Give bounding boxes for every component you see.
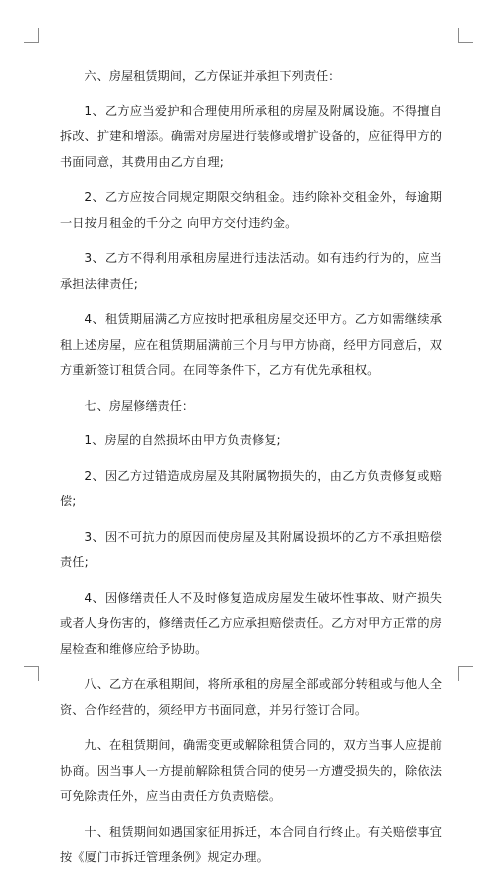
clause-7-2: 2、因乙方过错造成房屋及其附属物损失的，由乙方负责修复或赔偿; — [60, 468, 442, 508]
clause-6-2: 2、乙方应按合同规定期限交纳租金。违约除补交租金外，每逾期一日按月租金的千分之 向甲方交付违约金。 — [60, 190, 442, 230]
clause-6-3: 3、乙方不得利用承租房屋进行违法活动。如有违约行为的，应当承担法律责任; — [60, 251, 442, 291]
clause-6-1: 1、乙方应当爱护和合理使用所承租的房屋及附属设施。不得擅自拆改、扩建和增添。确需对房屋进行装修或增扩设备的，应征得甲方的书面同意，其费用由乙方自理; — [60, 103, 442, 169]
crop-mark-top-left — [24, 28, 39, 43]
clause-7-1: 1、房屋的自然损坏由甲方负责修复; — [84, 433, 281, 447]
clause-7-3: 3、因不可抗力的原因而使房屋及其附属设损坏的乙方不承担赔偿责任; — [60, 529, 442, 569]
section-heading-6: 六、房屋租赁期间，乙方保证并承担下列责任： — [84, 69, 341, 83]
crop-mark-top-right — [458, 28, 473, 43]
clause-7-4: 4、因修缮责任人不及时修复造成房屋发生破坏性事故、财产损失或者人身伤害的，修缮责任乙方应承担赔偿责任。乙方对甲方正常的房屋检查和维修应给予协助。 — [60, 590, 442, 656]
crop-mark-bottom-left — [24, 666, 39, 681]
document-body — [60, 64, 442, 881]
clause-9: 九、在租赁期间，确需变更或解除租赁合同的，双方当事人应提前协商。因当事人一方提前解除租赁合同的使另一方遭受损失的，除依法可免除责任外，应当由责任方负责赔偿。 — [60, 738, 442, 803]
clause-8: 八、乙方在承租期间，将所承租的房屋全部或部分转租或与他人全资、合作经营的，须经甲方书面同意，并另行签订合同。 — [60, 677, 442, 717]
crop-mark-bottom-right — [458, 666, 473, 681]
section-heading-7: 七、房屋修缮责任： — [84, 398, 195, 413]
clause-10: 十、租赁期间如遇国家征用拆迁，本合同自行终止。有关赔偿事宜按《厦门市拆迁管理条例》规定办理。 — [60, 824, 442, 864]
clause-6-4: 4、租赁期届满乙方应按时把承租房屋交还甲方。乙方如需继续承租上述房屋，应在租赁期届满前三个月与甲方协商，经甲方同意后，双方重新签订租赁合同。在同等条件下，乙方有优先承租权。 — [60, 312, 442, 377]
